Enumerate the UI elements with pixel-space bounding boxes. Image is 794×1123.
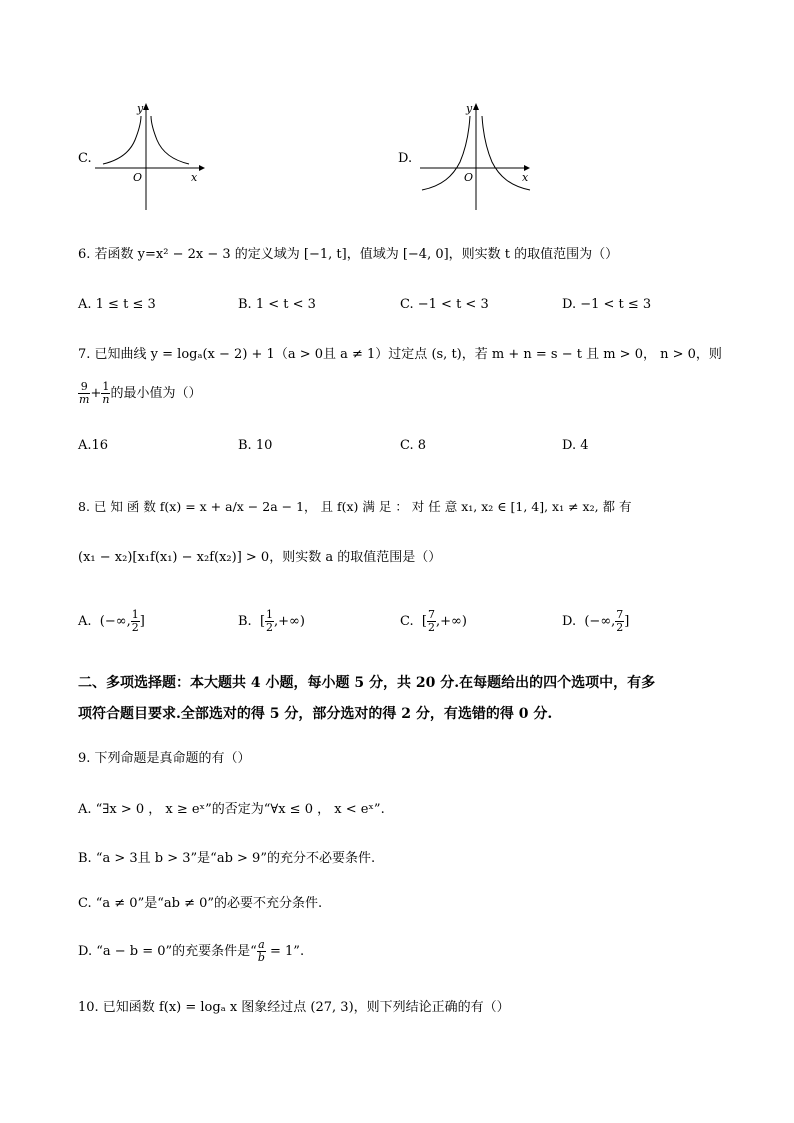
q7-stem-tail: 的最小值为（） xyxy=(110,386,202,401)
q6-option-c: C. −1 < t < 3 xyxy=(400,297,489,312)
plus-sign: + xyxy=(90,386,102,401)
q8-option-d: D. (−∞, $\frac{7}{2}$ ] xyxy=(562,608,630,634)
curve-left xyxy=(422,116,470,190)
q9-option-c: C. “a ≠ 0”是“ab ≠ 0”的必要不充分条件. xyxy=(78,896,323,911)
y-label: y xyxy=(466,102,473,115)
q9-option-a: A. “∃x > 0 ， x ≥ eˣ”的否定为“∀x ≤ 0 ， x < eˣ”. xyxy=(78,802,385,817)
q7-fraction-1-n: $\frac{1}{n}$ xyxy=(102,380,110,406)
graph-d-svg xyxy=(420,102,532,214)
y-label: y xyxy=(137,102,144,115)
q9-stem: 9. 下列命题是真命题的有（） xyxy=(78,751,251,766)
origin-label: O xyxy=(133,171,143,184)
option-d-label: D. xyxy=(398,151,413,166)
q10-stem: 10. 已知函数 f(x) = logₐ x 图象经过点 (27, 3)，则下列结论正确的有（） xyxy=(78,1000,510,1015)
q8-option-c: C. [ $\frac{7}{2}$ ,+∞) xyxy=(400,608,467,634)
q6-option-d: D. −1 < t ≤ 3 xyxy=(562,297,652,312)
section2-heading-line2: 项符合题目要求.全部选对的得 5 分，部分选对的得 2 分，有选错的得 0 分. xyxy=(78,706,553,722)
section2-heading-line1: 二、多项选择题：本大题共 4 小题，每小题 5 分，共 20 分.在每题给出的四个选项中，有多 xyxy=(78,675,656,691)
y-arrow-icon xyxy=(473,103,479,110)
graph-d xyxy=(420,102,532,218)
q7-option-a: A.16 xyxy=(78,438,109,453)
q7-stem-line2 xyxy=(78,378,201,412)
q7-fraction-9-m: $\frac{9}{m}$ xyxy=(79,380,90,406)
x-label: x xyxy=(191,171,198,184)
q7-stem: 7. 已知曲线 y = logₐ(x − 2) + 1（a > 0且 a ≠ 1）过定点 (s, t)，若 m + n = s − t 且 m > 0， n > 0，则 xyxy=(78,347,722,362)
x-arrow-icon xyxy=(199,165,205,171)
q8-option-a: A. (−∞, $\frac{1}{2}$ ] xyxy=(78,608,145,634)
q7-option-b: B. 10 xyxy=(238,438,273,453)
y-arrow-icon xyxy=(143,103,149,110)
curve-right xyxy=(151,116,189,164)
q8-option-b: B. [ $\frac{1}{2}$ ,+∞) xyxy=(238,608,305,634)
graph-c-svg xyxy=(95,102,205,212)
q9-option-d: D. “a − b = 0”的充要条件是“ $\frac{a}{b}$ = 1”. xyxy=(78,938,305,964)
graph-c xyxy=(95,102,205,216)
q6-option-a: A. 1 ≤ t ≤ 3 xyxy=(78,297,156,312)
curve-left xyxy=(103,116,141,164)
q8-stem: 8. 已 知 函 数 f(x) = x + a/x − 2a − 1， 且 f(x) 满 足 ： 对 任 意 x₁, x₂ ∈ [1, 4], x₁ ≠ x₂, 都 有 xyxy=(78,499,632,514)
q8-stem-line2: (x₁ − x₂)[x₁f(x₁) − x₂f(x₂)] > 0，则实数 a 的取值范围是（） xyxy=(78,550,442,565)
option-c-label: C. xyxy=(78,151,92,166)
q6-option-b: B. 1 < t < 3 xyxy=(238,297,316,312)
q6-stem: 6. 若函数 y=x² − 2x − 3 的定义域为 [−1, t]，值域为 [−4, 0]，则实数 t 的取值范围为（） xyxy=(78,247,619,262)
x-label: x xyxy=(522,171,529,184)
q7-option-d: D. 4 xyxy=(562,438,589,453)
origin-label: O xyxy=(464,171,474,184)
q9-option-b: B. “a > 3且 b > 3”是“ab > 9”的充分不必要条件. xyxy=(78,851,376,866)
q7-option-c: C. 8 xyxy=(400,438,427,453)
